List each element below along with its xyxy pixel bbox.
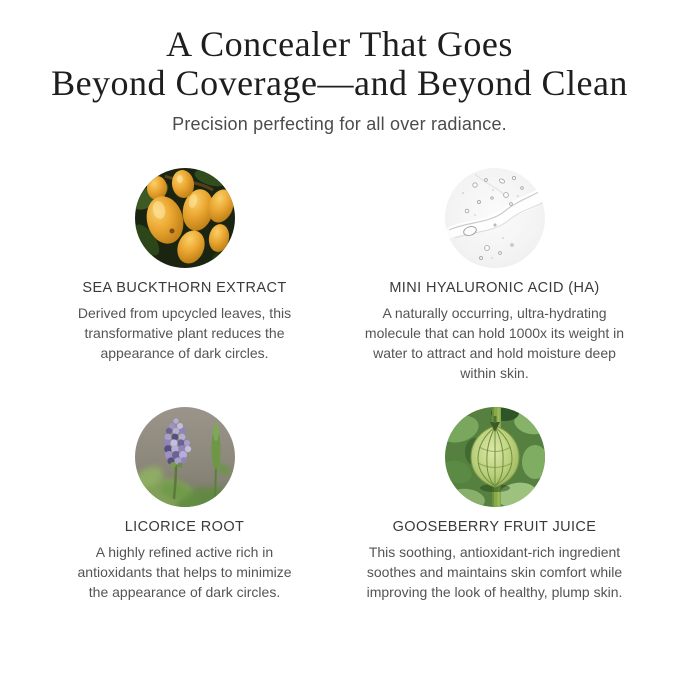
ingredient-name: MINI HYALURONIC ACID (HA) (389, 280, 600, 296)
ingredient-name: SEA BUCKTHORN EXTRACT (82, 280, 287, 296)
ingredient-card-hyaluronic-acid (345, 168, 645, 383)
page-title (0, 25, 679, 103)
ingredient-card-licorice-root (35, 407, 335, 602)
page-subtitle: Precision perfecting for all over radiance. (172, 114, 507, 134)
sea-buckthorn-berries-photo (135, 168, 235, 268)
header (0, 0, 679, 135)
title-line-1: A Concealer That Goes (166, 24, 513, 64)
title-line-2: Beyond Coverage—and Beyond Clean (51, 63, 628, 103)
gooseberry-fruit-photo (445, 407, 545, 507)
ingredient-name: LICORICE ROOT (124, 519, 245, 535)
ingredient-description: Derived from upcycled leaves, this transformative plant reduces the appearance of dark circles. (77, 305, 292, 361)
ingredient-description: A highly refined active rich in antioxidants that helps to minimize the appearance of dark circles. (77, 544, 292, 600)
licorice-root-flower-photo (135, 407, 235, 507)
ingredient-name: GOOSEBERRY FRUIT JUICE (392, 519, 597, 535)
ingredient-description: This soothing, antioxidant-rich ingredient soothes and maintains skin comfort while improving the look of healthy, plump skin. (366, 544, 623, 600)
hyaluronic-acid-gel-photo (445, 168, 545, 268)
ingredient-card-gooseberry (345, 407, 645, 602)
ingredient-card-sea-buckthorn (35, 168, 335, 383)
ingredients-grid (0, 168, 679, 602)
ingredient-description: A naturally occurring, ultra-hydrating molecule that can hold 1000x its weight in water to attract and hold moisture deep within skin. (364, 305, 625, 381)
